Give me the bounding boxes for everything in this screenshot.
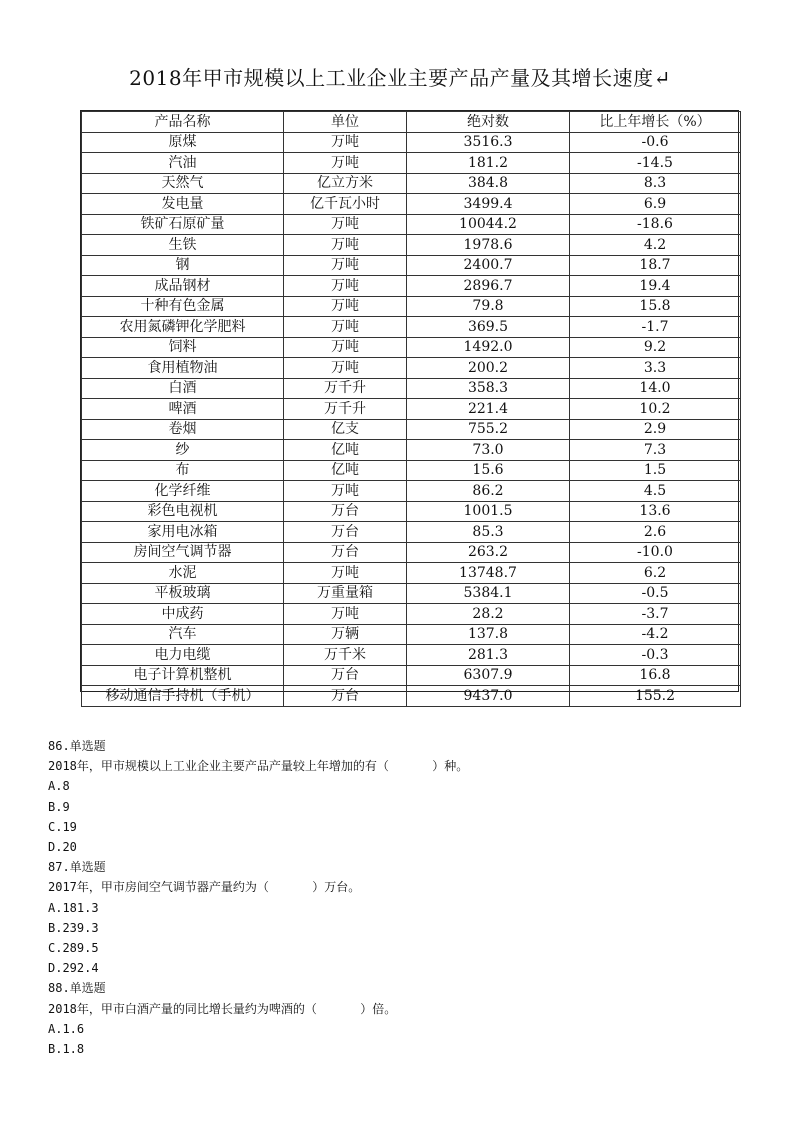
cell-absolute: 221.4 [407, 399, 570, 420]
answer-option[interactable]: C.289.5 [48, 941, 99, 956]
cell-product-name: 农用氮磷钾化学肥料 [82, 317, 284, 338]
cell-unit: 万千升 [284, 399, 407, 420]
header-product-name: 产品名称 [82, 112, 284, 133]
cell-growth: 8.3 [570, 173, 741, 194]
cell-unit: 亿立方米 [284, 173, 407, 194]
table-row [82, 296, 741, 317]
cell-absolute: 10044.2 [407, 214, 570, 235]
cell-growth: 4.5 [570, 481, 741, 502]
cell-growth: -0.3 [570, 645, 741, 666]
answer-option[interactable]: D.20 [48, 840, 77, 855]
cell-unit: 万吨 [284, 132, 407, 153]
cell-unit: 万吨 [284, 276, 407, 297]
cell-growth: -3.7 [570, 604, 741, 625]
page-title: 2018年甲市规模以上工业企业主要产品产量及其增长速度↵ [129, 66, 671, 90]
table-row [82, 153, 741, 174]
cell-growth: 15.8 [570, 296, 741, 317]
table-row [82, 542, 741, 563]
question-list [48, 736, 768, 1059]
cell-unit: 万吨 [284, 481, 407, 502]
table-row [82, 440, 741, 461]
cell-growth: -1.7 [570, 317, 741, 338]
cell-growth: 18.7 [570, 255, 741, 276]
table-row [82, 563, 741, 584]
table-row [82, 358, 741, 379]
question-block [48, 978, 768, 1059]
cell-growth: -10.0 [570, 542, 741, 563]
cell-growth: 6.2 [570, 563, 741, 584]
cell-unit: 万台 [284, 542, 407, 563]
cell-product-name: 电力电缆 [82, 645, 284, 666]
cell-absolute: 86.2 [407, 481, 570, 502]
table-body [82, 132, 741, 706]
cell-growth: 13.6 [570, 501, 741, 522]
answer-option[interactable]: A.1.6 [48, 1021, 85, 1036]
cell-unit: 万台 [284, 686, 407, 707]
table-row [82, 255, 741, 276]
cell-product-name: 纱 [82, 440, 284, 461]
cell-absolute: 3516.3 [407, 132, 570, 153]
header-unit: 单位 [284, 112, 407, 133]
cell-product-name: 食用植物油 [82, 358, 284, 379]
cell-growth: 1.5 [570, 460, 741, 481]
cell-absolute: 358.3 [407, 378, 570, 399]
question-stem: 2018年，甲市规模以上工业企业主要产品产量较上年增加的有（ ）种。 [48, 759, 469, 774]
answer-option[interactable]: B.9 [48, 799, 70, 814]
table-row [82, 399, 741, 420]
table-row [82, 481, 741, 502]
cell-absolute: 200.2 [407, 358, 570, 379]
cell-product-name: 钢 [82, 255, 284, 276]
cell-absolute: 1978.6 [407, 235, 570, 256]
cell-unit: 万千升 [284, 378, 407, 399]
table-row [82, 419, 741, 440]
cell-product-name: 房间空气调节器 [82, 542, 284, 563]
cell-product-name: 化学纤维 [82, 481, 284, 502]
cell-unit: 亿千瓦小时 [284, 194, 407, 215]
cell-product-name: 天然气 [82, 173, 284, 194]
cell-growth: 3.3 [570, 358, 741, 379]
cell-product-name: 家用电冰箱 [82, 522, 284, 543]
cell-absolute: 13748.7 [407, 563, 570, 584]
cell-absolute: 181.2 [407, 153, 570, 174]
question-stem: 2017年，甲市房间空气调节器产量约为（ ）万台。 [48, 880, 361, 895]
cell-growth: -18.6 [570, 214, 741, 235]
table-row [82, 214, 741, 235]
table-row [82, 378, 741, 399]
table-row [82, 501, 741, 522]
cell-growth: 4.2 [570, 235, 741, 256]
cell-absolute: 6307.9 [407, 665, 570, 686]
cell-absolute: 755.2 [407, 419, 570, 440]
cell-absolute: 281.3 [407, 645, 570, 666]
table-row [82, 235, 741, 256]
cell-unit: 万吨 [284, 563, 407, 584]
cell-absolute: 369.5 [407, 317, 570, 338]
answer-option[interactable]: A.8 [48, 779, 70, 794]
cell-unit: 万吨 [284, 358, 407, 379]
header-absolute: 绝对数 [407, 112, 570, 133]
table-row [82, 460, 741, 481]
cell-growth: 9.2 [570, 337, 741, 358]
cell-unit: 万吨 [284, 214, 407, 235]
question-block [48, 736, 768, 857]
table-row [82, 665, 741, 686]
cell-unit: 万辆 [284, 624, 407, 645]
question-header: 88.单选题 [48, 981, 106, 996]
cell-absolute: 1492.0 [407, 337, 570, 358]
table-row [82, 276, 741, 297]
cell-product-name: 布 [82, 460, 284, 481]
cell-unit: 亿支 [284, 419, 407, 440]
cell-absolute: 79.8 [407, 296, 570, 317]
cell-unit: 万吨 [284, 255, 407, 276]
table-row [82, 132, 741, 153]
table-header-row [82, 112, 741, 133]
cell-product-name: 发电量 [82, 194, 284, 215]
cell-product-name: 彩色电视机 [82, 501, 284, 522]
cell-absolute: 5384.1 [407, 583, 570, 604]
table-row [82, 522, 741, 543]
cell-unit: 万吨 [284, 337, 407, 358]
answer-option[interactable]: A.181.3 [48, 900, 99, 915]
answer-option[interactable]: B.239.3 [48, 920, 99, 935]
cell-growth: -0.6 [570, 132, 741, 153]
cell-product-name: 成品钢材 [82, 276, 284, 297]
table-row [82, 604, 741, 625]
answer-option[interactable]: B.1.8 [48, 1042, 85, 1057]
cell-growth: -14.5 [570, 153, 741, 174]
question-block [48, 857, 768, 978]
cell-growth: 19.4 [570, 276, 741, 297]
table-row [82, 337, 741, 358]
cell-growth: 10.2 [570, 399, 741, 420]
cell-product-name: 卷烟 [82, 419, 284, 440]
question-header: 86.单选题 [48, 739, 106, 753]
cell-product-name: 白酒 [82, 378, 284, 399]
cell-unit: 万吨 [284, 604, 407, 625]
product-output-table [80, 110, 739, 704]
cell-product-name: 饲料 [82, 337, 284, 358]
cell-unit: 万吨 [284, 153, 407, 174]
cell-unit: 亿吨 [284, 440, 407, 461]
cell-unit: 万台 [284, 665, 407, 686]
table-row [82, 686, 741, 707]
cell-absolute: 28.2 [407, 604, 570, 625]
cell-absolute: 384.8 [407, 173, 570, 194]
cell-absolute: 1001.5 [407, 501, 570, 522]
table-row [82, 645, 741, 666]
cell-growth: -0.5 [570, 583, 741, 604]
cell-growth: 14.0 [570, 378, 741, 399]
cell-product-name: 汽车 [82, 624, 284, 645]
cell-product-name: 中成药 [82, 604, 284, 625]
cell-unit: 万千米 [284, 645, 407, 666]
cell-product-name: 平板玻璃 [82, 583, 284, 604]
cell-product-name: 啤酒 [82, 399, 284, 420]
cell-unit: 万吨 [284, 235, 407, 256]
cell-growth: 6.9 [570, 194, 741, 215]
table-row [82, 583, 741, 604]
cell-absolute: 137.8 [407, 624, 570, 645]
cell-absolute: 3499.4 [407, 194, 570, 215]
cell-absolute: 263.2 [407, 542, 570, 563]
cell-unit: 万吨 [284, 296, 407, 317]
cell-absolute: 73.0 [407, 440, 570, 461]
cell-growth: 7.3 [570, 440, 741, 461]
cell-growth: 2.6 [570, 522, 741, 543]
cell-unit: 亿吨 [284, 460, 407, 481]
cell-product-name: 汽油 [82, 153, 284, 174]
cell-product-name: 十种有色金属 [82, 296, 284, 317]
cell-product-name: 生铁 [82, 235, 284, 256]
cell-absolute: 85.3 [407, 522, 570, 543]
cell-unit: 万台 [284, 501, 407, 522]
cell-absolute: 2400.7 [407, 255, 570, 276]
cell-growth: -4.2 [570, 624, 741, 645]
cell-unit: 万台 [284, 522, 407, 543]
table-row [82, 173, 741, 194]
question-stem: 2018年，甲市白酒产量的同比增长量约为啤酒的（ ）倍。 [48, 1001, 397, 1016]
cell-absolute: 9437.0 [407, 686, 570, 707]
cell-product-name: 铁矿石原矿量 [82, 214, 284, 235]
table-row [82, 317, 741, 338]
cell-growth: 16.8 [570, 665, 741, 686]
cell-growth: 2.9 [570, 419, 741, 440]
data-table [81, 111, 741, 707]
cell-product-name: 水泥 [82, 563, 284, 584]
table-row [82, 194, 741, 215]
table-row [82, 624, 741, 645]
answer-option[interactable]: D.292.4 [48, 961, 99, 976]
answer-option[interactable]: C.19 [48, 819, 77, 834]
question-header: 87.单选题 [48, 860, 106, 875]
cell-product-name: 移动通信手持机（手机） [82, 686, 284, 707]
cell-unit: 万吨 [284, 317, 407, 338]
header-growth: 比上年增长（%） [570, 112, 741, 133]
cell-absolute: 15.6 [407, 460, 570, 481]
cell-product-name: 电子计算机整机 [82, 665, 284, 686]
cell-absolute: 2896.7 [407, 276, 570, 297]
cell-unit: 万重量箱 [284, 583, 407, 604]
cell-product-name: 原煤 [82, 132, 284, 153]
cell-growth: 155.2 [570, 686, 741, 707]
